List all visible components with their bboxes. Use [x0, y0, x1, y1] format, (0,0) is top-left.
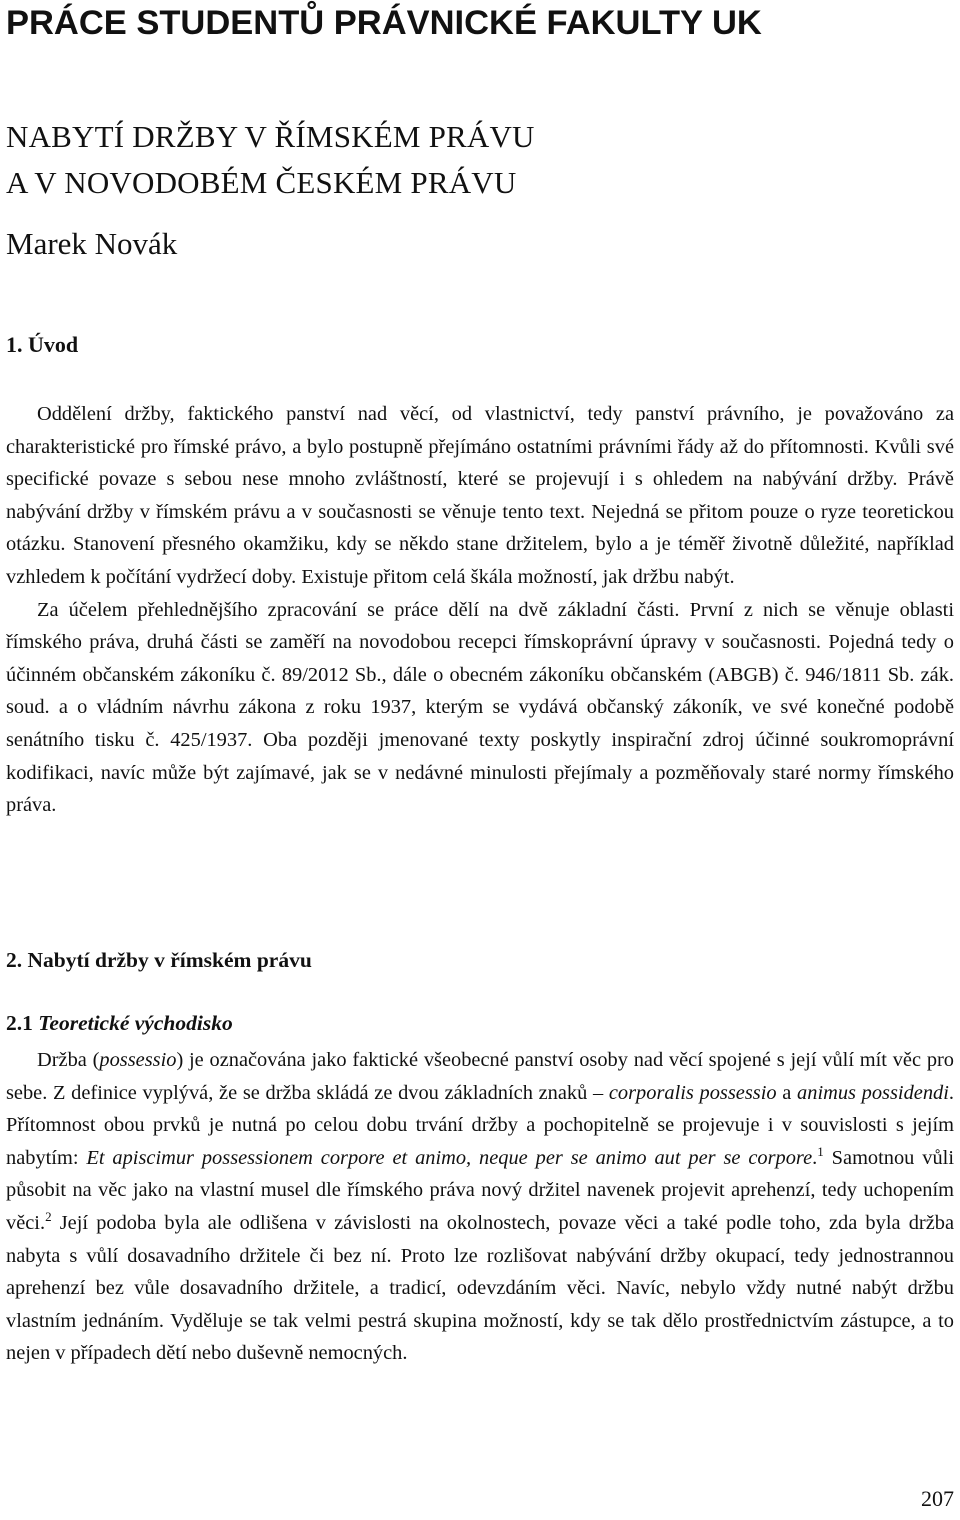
subsection-title: Teoretické východisko	[38, 1011, 233, 1035]
text-run: .	[812, 1146, 818, 1169]
section-heading-intro	[6, 332, 78, 358]
text-run: a	[776, 1081, 798, 1104]
page-number: 207	[921, 1486, 954, 1511]
footnote-ref-2[interactable]: 2	[45, 1209, 52, 1225]
intro-paragraph-2: Za účelem přehlednějšího zpracování se práce dělí na dvě základní části. První z nich se věnuje oblasti římského práva, druhá části se zaměří na novodobou recepci římskoprávní úpravy v současnosti. Pojedná tedy o účinném občanském zákoníku č. 89/2012 Sb., dále o obecném zákoníku občanském (ABGB) č. 946/1811 Sb. zák. soud. a o vládním návrhu zákona z roku 1937, kterým se vydává občanský zákoník, ve své konečné podobě senátního tisku č. 425/1937. Oba později jmenované texty poskytly inspirační zdroj účinné soukromoprávní kodifikaci, navíc může být zajímavé, jak se v nedávné minulosti přejímaly a pozměňovaly staré normy římského práva.	[6, 598, 954, 817]
section-title: Úvod	[28, 332, 79, 357]
latin-quote: Et apiscimur possessionem corpore et animo, neque per se animo aut per se corpore	[86, 1146, 813, 1169]
text-run: Držba (	[37, 1049, 100, 1071]
author-name: Marek Novák	[6, 226, 178, 261]
body-text	[6, 1044, 954, 1370]
journal-title: PRÁCE STUDENTŮ PRÁVNICKÉ FAKULTY UK	[6, 4, 762, 42]
latin-term: animus possidendi	[797, 1081, 949, 1104]
subsection-heading-2-1	[6, 1011, 233, 1036]
article-title	[6, 114, 535, 206]
subsection-number: 2.1	[6, 1011, 33, 1035]
body-paragraph	[6, 1044, 954, 1370]
section-title: Nabytí držby v římském právu	[27, 948, 312, 972]
text-run: . Přítomnost obou prvků je nutná po celou dobu trvání držby a pochopitelně se projevuje i v souvislosti s jejím nabytím:	[6, 1081, 954, 1169]
text-run: Samotnou vůli působit na věc jako na vlastní musel dle římského práva nový držitel navenek projevit aprehenzí, tedy uchopením věci.	[6, 1146, 954, 1234]
intro-text	[6, 398, 954, 822]
latin-term: corporalis possessio	[608, 1081, 777, 1104]
latin-term: possessio	[99, 1049, 177, 1071]
text-run: Její podoba byla ale odlišena v závislosti na okolnostech, povaze věci a také podle toho, zda byla držba nabyta s vůlí dosavadního držitele či bez ní. Proto lze rozlišovat nabývání držby okupací, tedy jednostrannou aprehenzí bez vůle dosavadního držitele, a tradicí, odevzdáním věci. Navíc, nebylo vždy nutné nabýt držbu vlastním jednáním. Vyděluje se tak velmi pestrá skupina možností, kdy se tak dělo prostřednictvím zástupce, a to nejen v případech dětí nebo duševně nemocných.	[6, 1211, 954, 1365]
text-run: ) je označována jako faktické všeobecné panství osoby nad věcí spojené s její vůlí mít věc pro sebe. Z definice vyplývá, že se držba skládá ze dvou základních znaků –	[6, 1049, 954, 1104]
footnote-ref-1[interactable]: 1	[817, 1143, 824, 1159]
section-heading-2	[6, 948, 312, 973]
article-title-line-2: A V NOVODOBÉM ČESKÉM PRÁVU	[6, 165, 517, 200]
section-number: 2.	[6, 948, 23, 972]
section-number: 1.	[6, 332, 23, 357]
article-title-line-1: NABYTÍ DRŽBY V ŘÍMSKÉM PRÁVU	[6, 119, 535, 154]
intro-paragraph-1: Oddělení držby, faktického panství nad věcí, od vlastnictví, tedy panství právního, je považováno za charakteristické pro římské právo, a bylo postupně přejímáno ostatními právními řády až do přítomnosti. Kvůli své specifické povaze s sebou nese mnoho zvláštností, které se projevují i s ohledem na nabývání držby. Právě nabývání držby v římském právu a v současnosti se věnuje tento text. Nejedná se přitom pouze o ryze teoretickou otázku. Stanovení přesného okamžiku, kdy se někdo stane držitelem, bylo a je téměř životně důležité, například vzhledem k počítání vydržecí doby. Existuje přitom celá škála možností, jak držbu nabýt.	[6, 403, 954, 588]
